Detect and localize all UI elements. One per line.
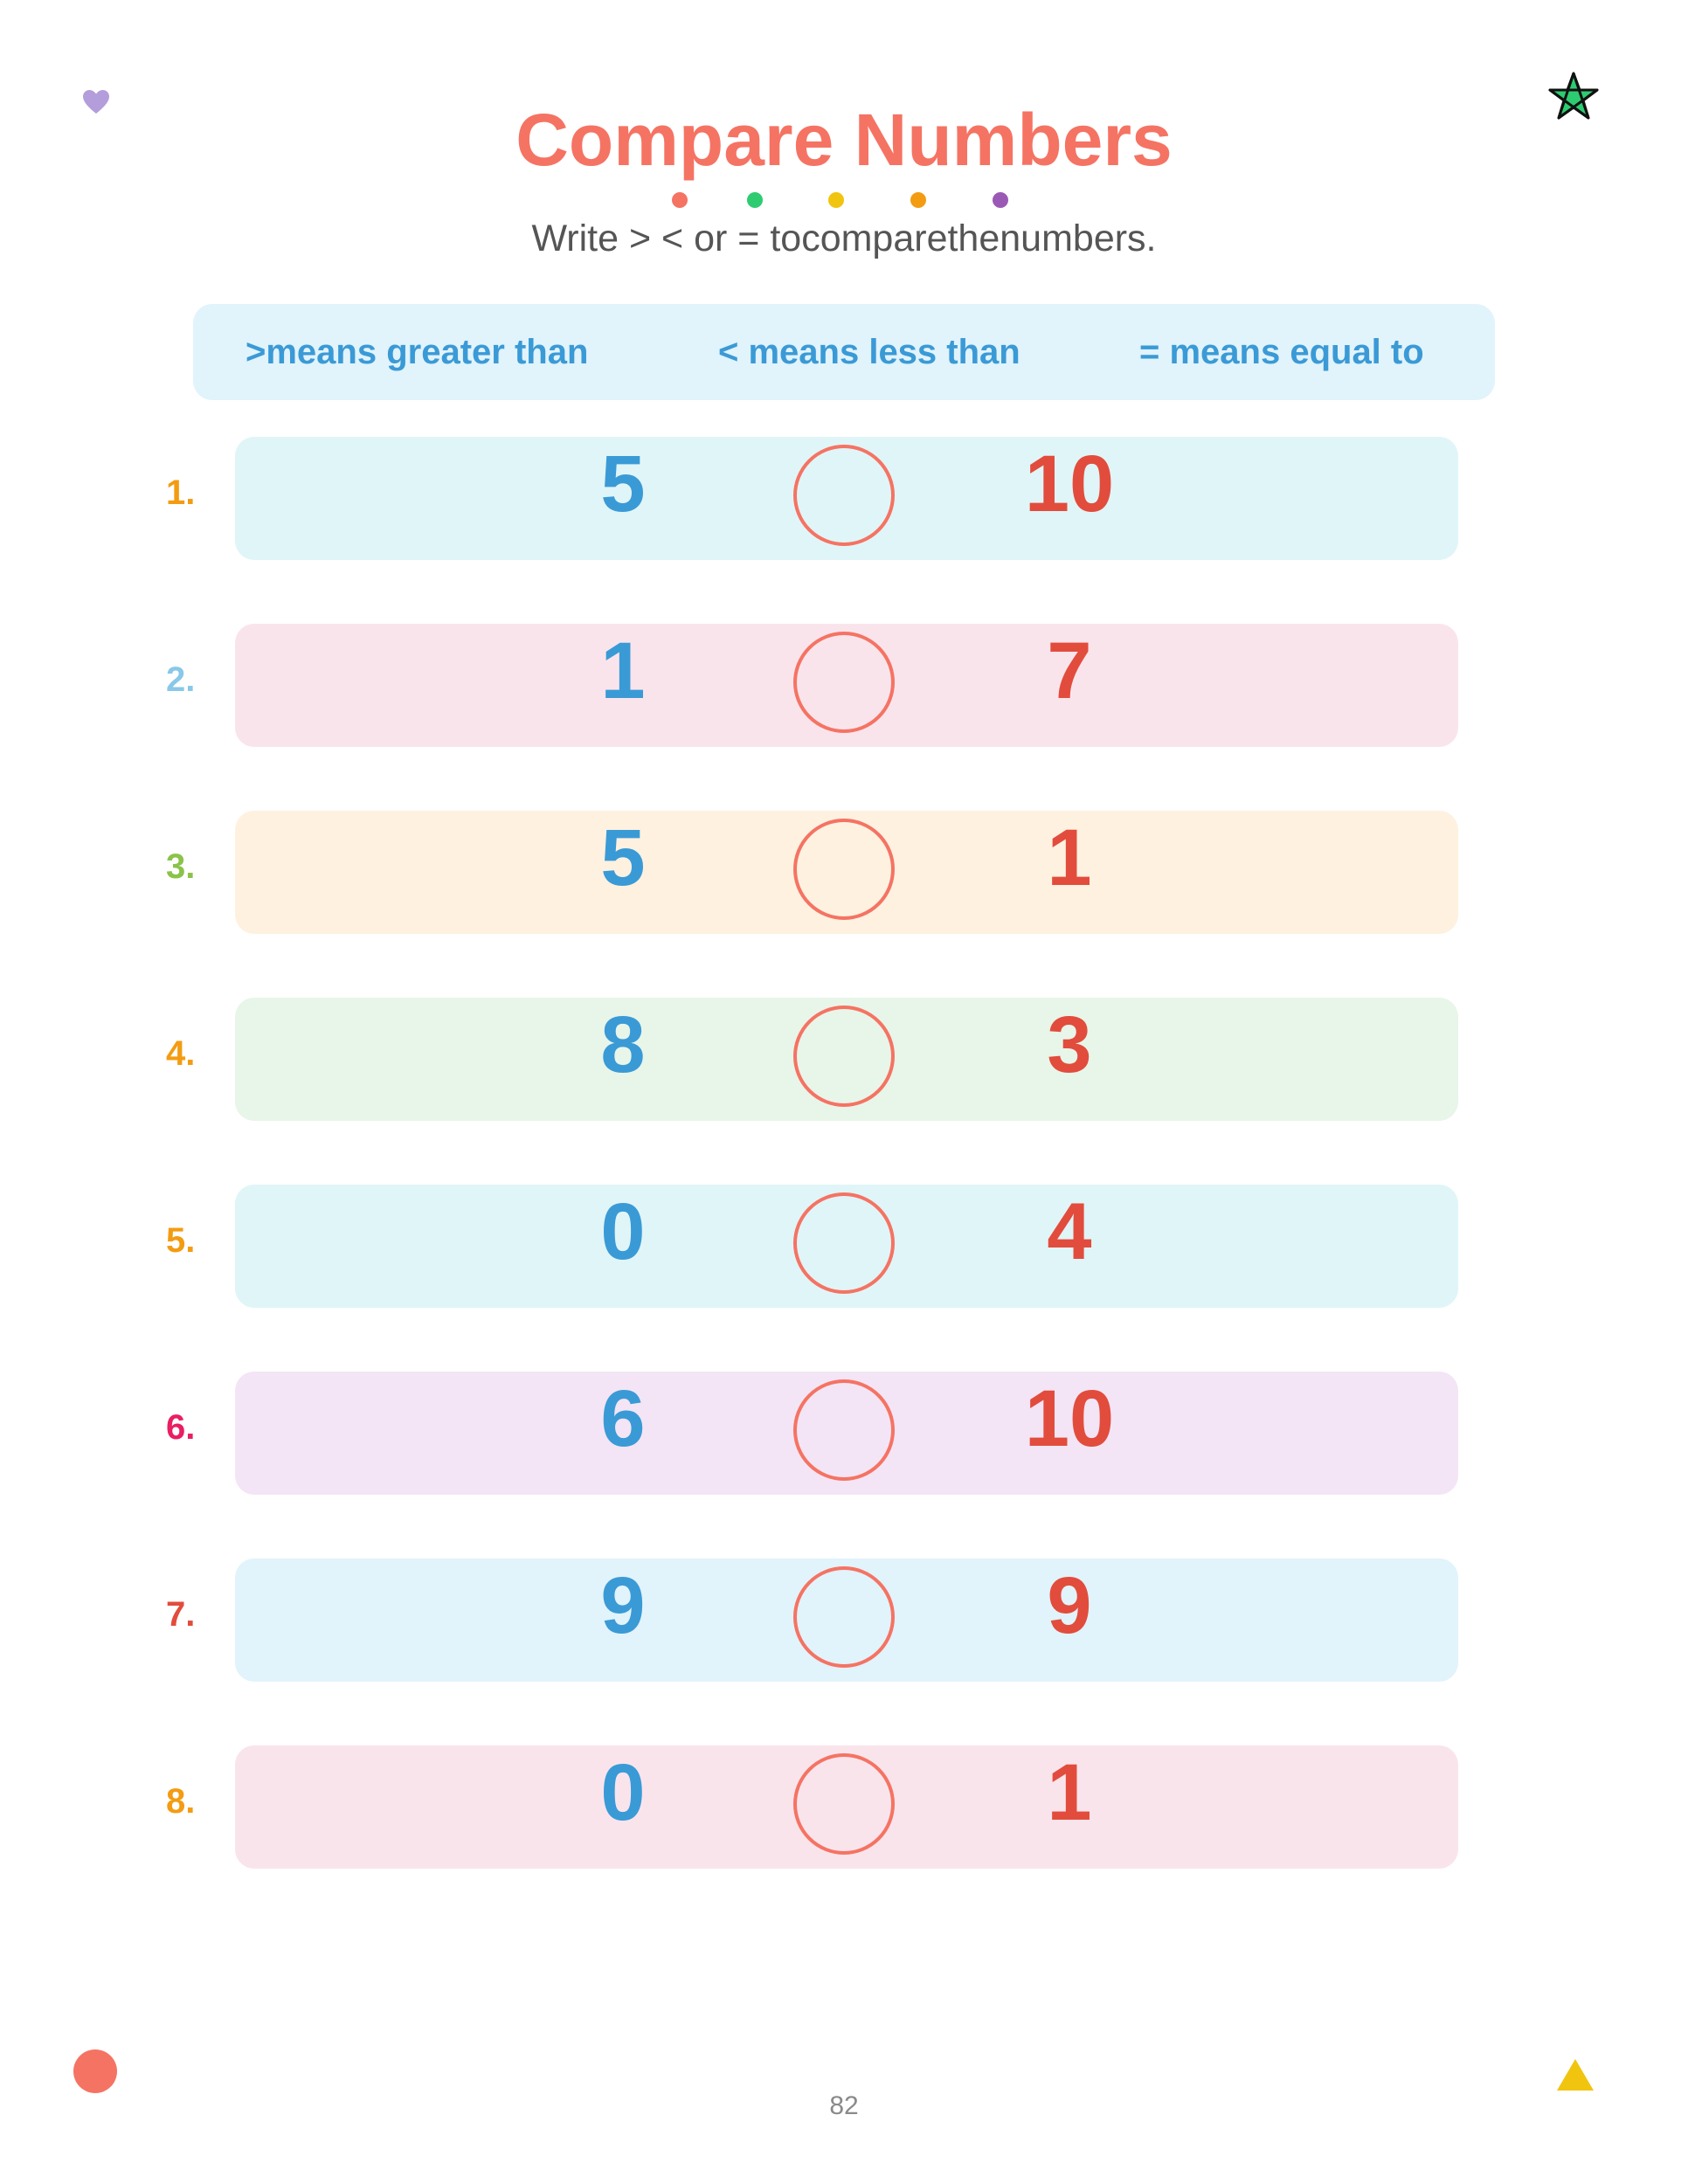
row-number: 1.: [166, 473, 196, 512]
left-number: 5: [600, 813, 646, 902]
answer-circle[interactable]: [793, 1379, 895, 1481]
row-number: 2.: [166, 660, 196, 699]
legend-less-than: < means less than: [718, 333, 1020, 371]
symbol-legend: [193, 304, 1495, 400]
legend-greater-than: >means greater than: [246, 333, 589, 371]
row-number: 8.: [166, 1782, 196, 1821]
row-number: 6.: [166, 1408, 196, 1447]
answer-circle[interactable]: [793, 1566, 895, 1668]
legend-equal-to: = means equal to: [1139, 333, 1424, 371]
row-number: 3.: [166, 847, 196, 886]
dot-3: [828, 192, 844, 208]
answer-circle[interactable]: [793, 445, 895, 546]
answer-circle[interactable]: [793, 1006, 895, 1107]
row-number: 4.: [166, 1034, 196, 1073]
right-number: 4: [1047, 1187, 1092, 1276]
left-number: 5: [600, 439, 646, 529]
left-number: 0: [600, 1187, 646, 1276]
instructions: Write > < or = tocomparethenumbers.: [531, 218, 1157, 259]
answer-circle[interactable]: [793, 1753, 895, 1855]
left-number: 8: [600, 1000, 646, 1089]
left-number: 9: [600, 1561, 646, 1650]
left-number: 0: [600, 1748, 646, 1837]
title-dots: [0, 192, 1688, 210]
dot-5: [993, 192, 1008, 208]
left-number: 6: [600, 1374, 646, 1463]
right-number: 10: [1024, 439, 1115, 529]
answer-circle[interactable]: [793, 632, 895, 733]
worksheet-title: Compare Numbers: [515, 99, 1173, 181]
row-number: 7.: [166, 1595, 196, 1634]
right-number: 1: [1047, 1748, 1092, 1837]
right-number: 10: [1024, 1374, 1115, 1463]
right-number: 7: [1047, 626, 1092, 715]
right-number: 3: [1047, 1000, 1092, 1089]
circle-decoration: [73, 2049, 117, 2093]
dot-4: [910, 192, 926, 208]
row-number: 5.: [166, 1221, 196, 1260]
answer-circle[interactable]: [793, 1192, 895, 1294]
dot-2: [747, 192, 763, 208]
triangle-decoration: [1556, 2058, 1595, 2091]
page-number: 82: [829, 2091, 859, 2120]
dot-1: [672, 192, 688, 208]
answer-circle[interactable]: [793, 819, 895, 920]
right-number: 9: [1047, 1561, 1092, 1650]
right-number: 1: [1047, 813, 1092, 902]
left-number: 1: [600, 626, 646, 715]
